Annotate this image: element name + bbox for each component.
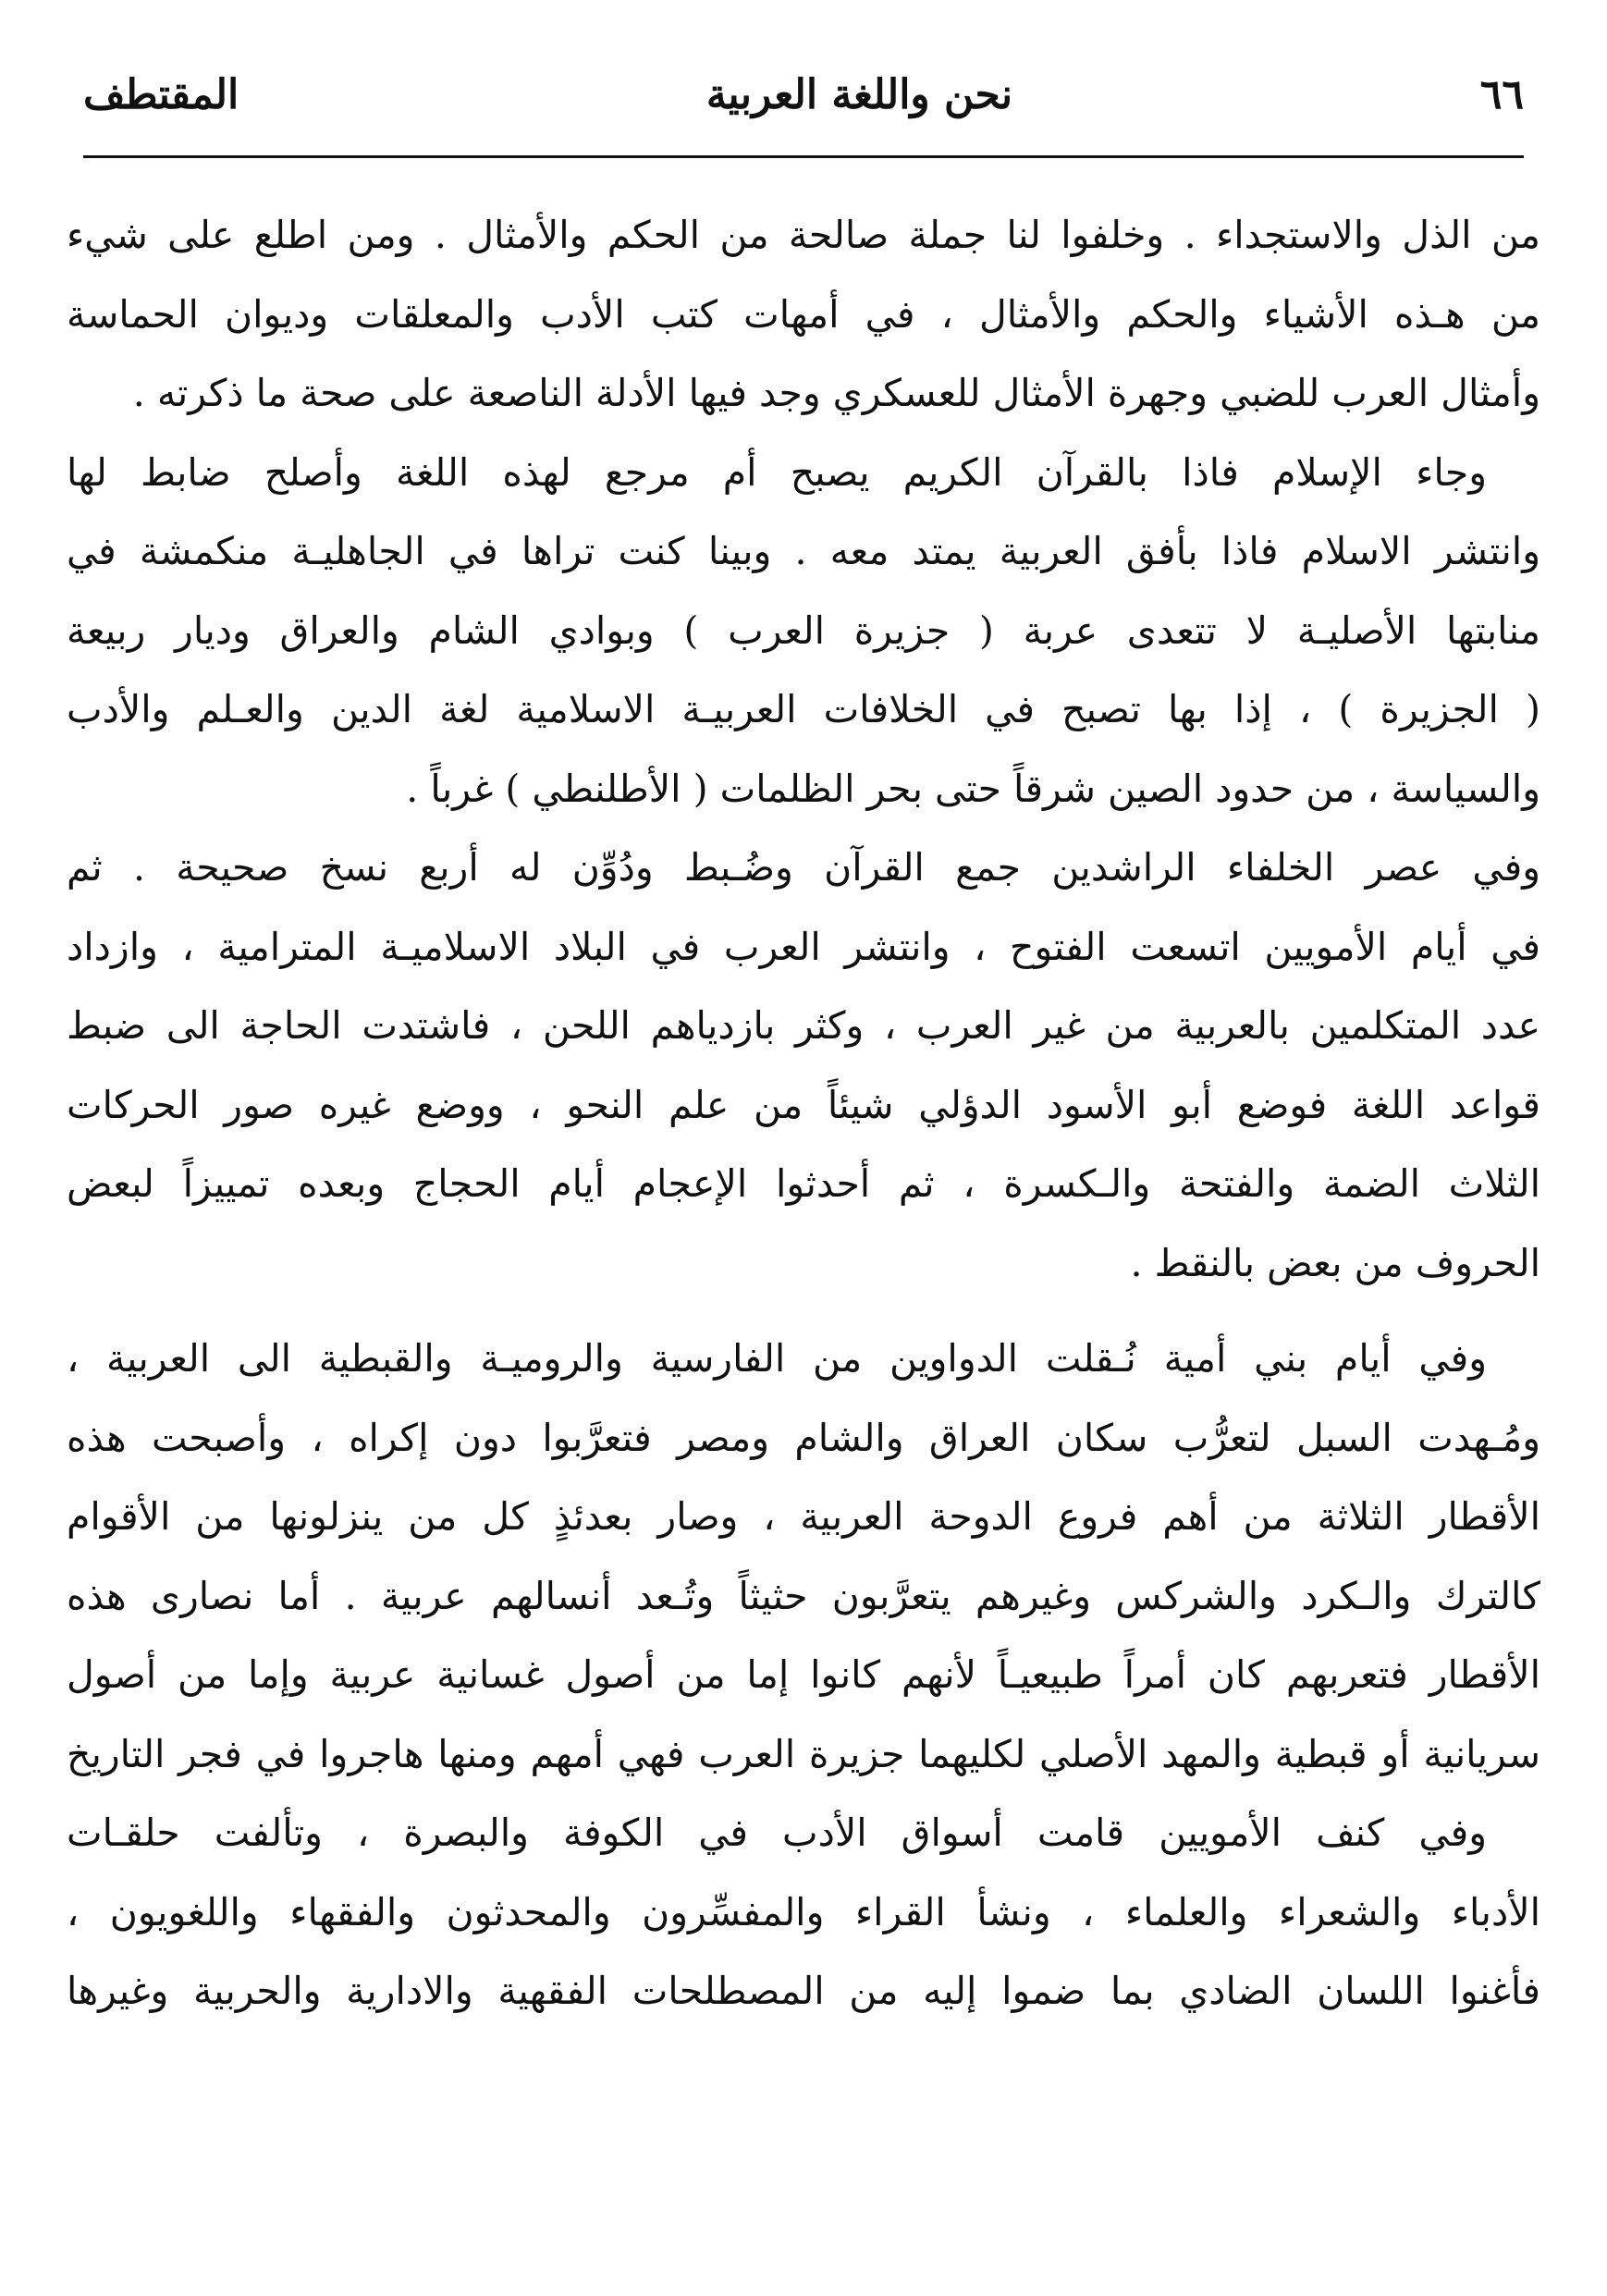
text-line: منابتها الأصليـة لا تتعدى عربة ( جزيرة العرب ) وبوادي الشام والعراق وديار ربيعة xyxy=(67,608,1540,653)
text-line: وفي أيام بني أمية نُـقلت الدواوين من الفارسية والروميـة والقبطية الى العربية ، xyxy=(67,1336,1487,1381)
text-line: وانتشر الاسلام فاذا بأفق العربية يمتد معه . وبينا كنت تراها في الجاهليـة منكمشة في xyxy=(67,529,1540,573)
text-line: وأمثال العرب للضبي وجهرة الأمثال للعسكري وجد فيها الأدلة الناصعة على صحة ما ذكرته . xyxy=(132,371,1540,415)
page-number: ٦٦ xyxy=(1479,70,1524,118)
text-line: عدد المتكلمين بالعربية من غير العرب ، وكثر بازدياهم اللحن ، فاشتدت الحاجة الى ضبط xyxy=(67,1003,1540,1048)
text-line: الثلاث الضمة والفتحة والـكسرة ، ثم أحدثوا الإعجام أيام الحجاج وبعده تمييزاً لبعض xyxy=(67,1161,1540,1206)
text-line: ومُـهدت السبل لتعرُّب سكان العراق والشام ومصر فتعرَّبوا دون إكراه ، وأصبحت هذه xyxy=(67,1415,1540,1460)
text-line: قواعد اللغة فوضع أبو الأسود الدؤلي شيئاً من علم النحو ، ووضع غيره صور الحركات xyxy=(67,1082,1540,1127)
text-line: كالترك والـكرد والشركس وغيرهم يتعرَّبون حثيثاً وتُـعد أنسالهم عربية . أما نصارى هذه xyxy=(67,1573,1540,1618)
article-body xyxy=(67,196,1540,2032)
paragraph-1 xyxy=(67,196,1540,434)
text-line: الحروف من بعض بالنقط . xyxy=(1130,1240,1540,1285)
paragraph-3 xyxy=(67,829,1540,1303)
text-line: فأغنوا اللسان الضادي بما ضموا إليه من المصطلحات الفقهية والادارية والحربية وغيرها xyxy=(67,1969,1540,2013)
journal-name: المقتطف xyxy=(83,70,239,118)
text-line: وفي كنف الأمويين قامت أسواق الأدب في الكوفة والبصرة ، وتألفت حلقـات xyxy=(67,1811,1487,1855)
text-line: في أيام الأمويين اتسعت الفتوح ، وانتشر العرب في البلاد الاسلاميـة المترامية ، وازداد xyxy=(67,924,1540,969)
text-line: الأدباء والشعراء والعلماء ، ونشأ القراء والمفسِّرون والمحدثون والفقهاء واللغويون ، xyxy=(67,1889,1540,1934)
text-line: الأقطار فتعربهم كان أمراً طبيعيـاً لأنهم كانوا إما من أصول غسانية عربية وإما من أصول xyxy=(67,1652,1540,1697)
text-line: وفي عصر الخلفاء الراشدين جمع القرآن وضُـبط ودُوِّن له أربع نسخ صحيحة . ثم xyxy=(67,845,1540,890)
paragraph-5 xyxy=(67,1794,1540,2032)
text-line: ( الجزيرة ) ، إذا بها تصبح في الخلافات العربيـة الاسلامية لغة الدين والعـلم والأدب xyxy=(67,687,1540,731)
text-line: والسياسة ، من حدود الصين شرقاً حتى بحر الظلمات ( الأطلنطي ) غرباً . xyxy=(406,766,1540,811)
text-line: وجاء الإسلام فاذا بالقرآن الكريم يصبح أم مرجع لهذه اللغة وأصلح ضابط لها xyxy=(67,449,1487,495)
text-line: من هـذه الأشياء والحكم والأمثال ، في أمهات كتب الأدب والمعلقات وديوان الحماسة xyxy=(67,291,1540,337)
article-title: نحن واللغة العربية xyxy=(705,70,1013,118)
paragraph-4 xyxy=(67,1320,1540,1794)
text-line: الأقطار الثلاثة من أهم فروع الدوحة العربية ، وصار بعدئذٍ كل من ينزلونها من الأقوام xyxy=(67,1494,1540,1539)
running-header xyxy=(83,57,1524,131)
text-line: سريانية أو قبطية والمهد الأصلي لكليهما جزيرة العرب فهي أمهم ومنها هاجروا في فجر التاريخ xyxy=(67,1731,1540,1776)
paragraph-gap xyxy=(67,1303,1540,1320)
paragraph-2 xyxy=(67,434,1540,829)
text-line: من الذل والاستجداء . وخلفوا لنا جملة صالحة من الحكم والأمثال . ومن اطلع على شيء xyxy=(67,213,1540,257)
header-rule xyxy=(83,155,1524,158)
